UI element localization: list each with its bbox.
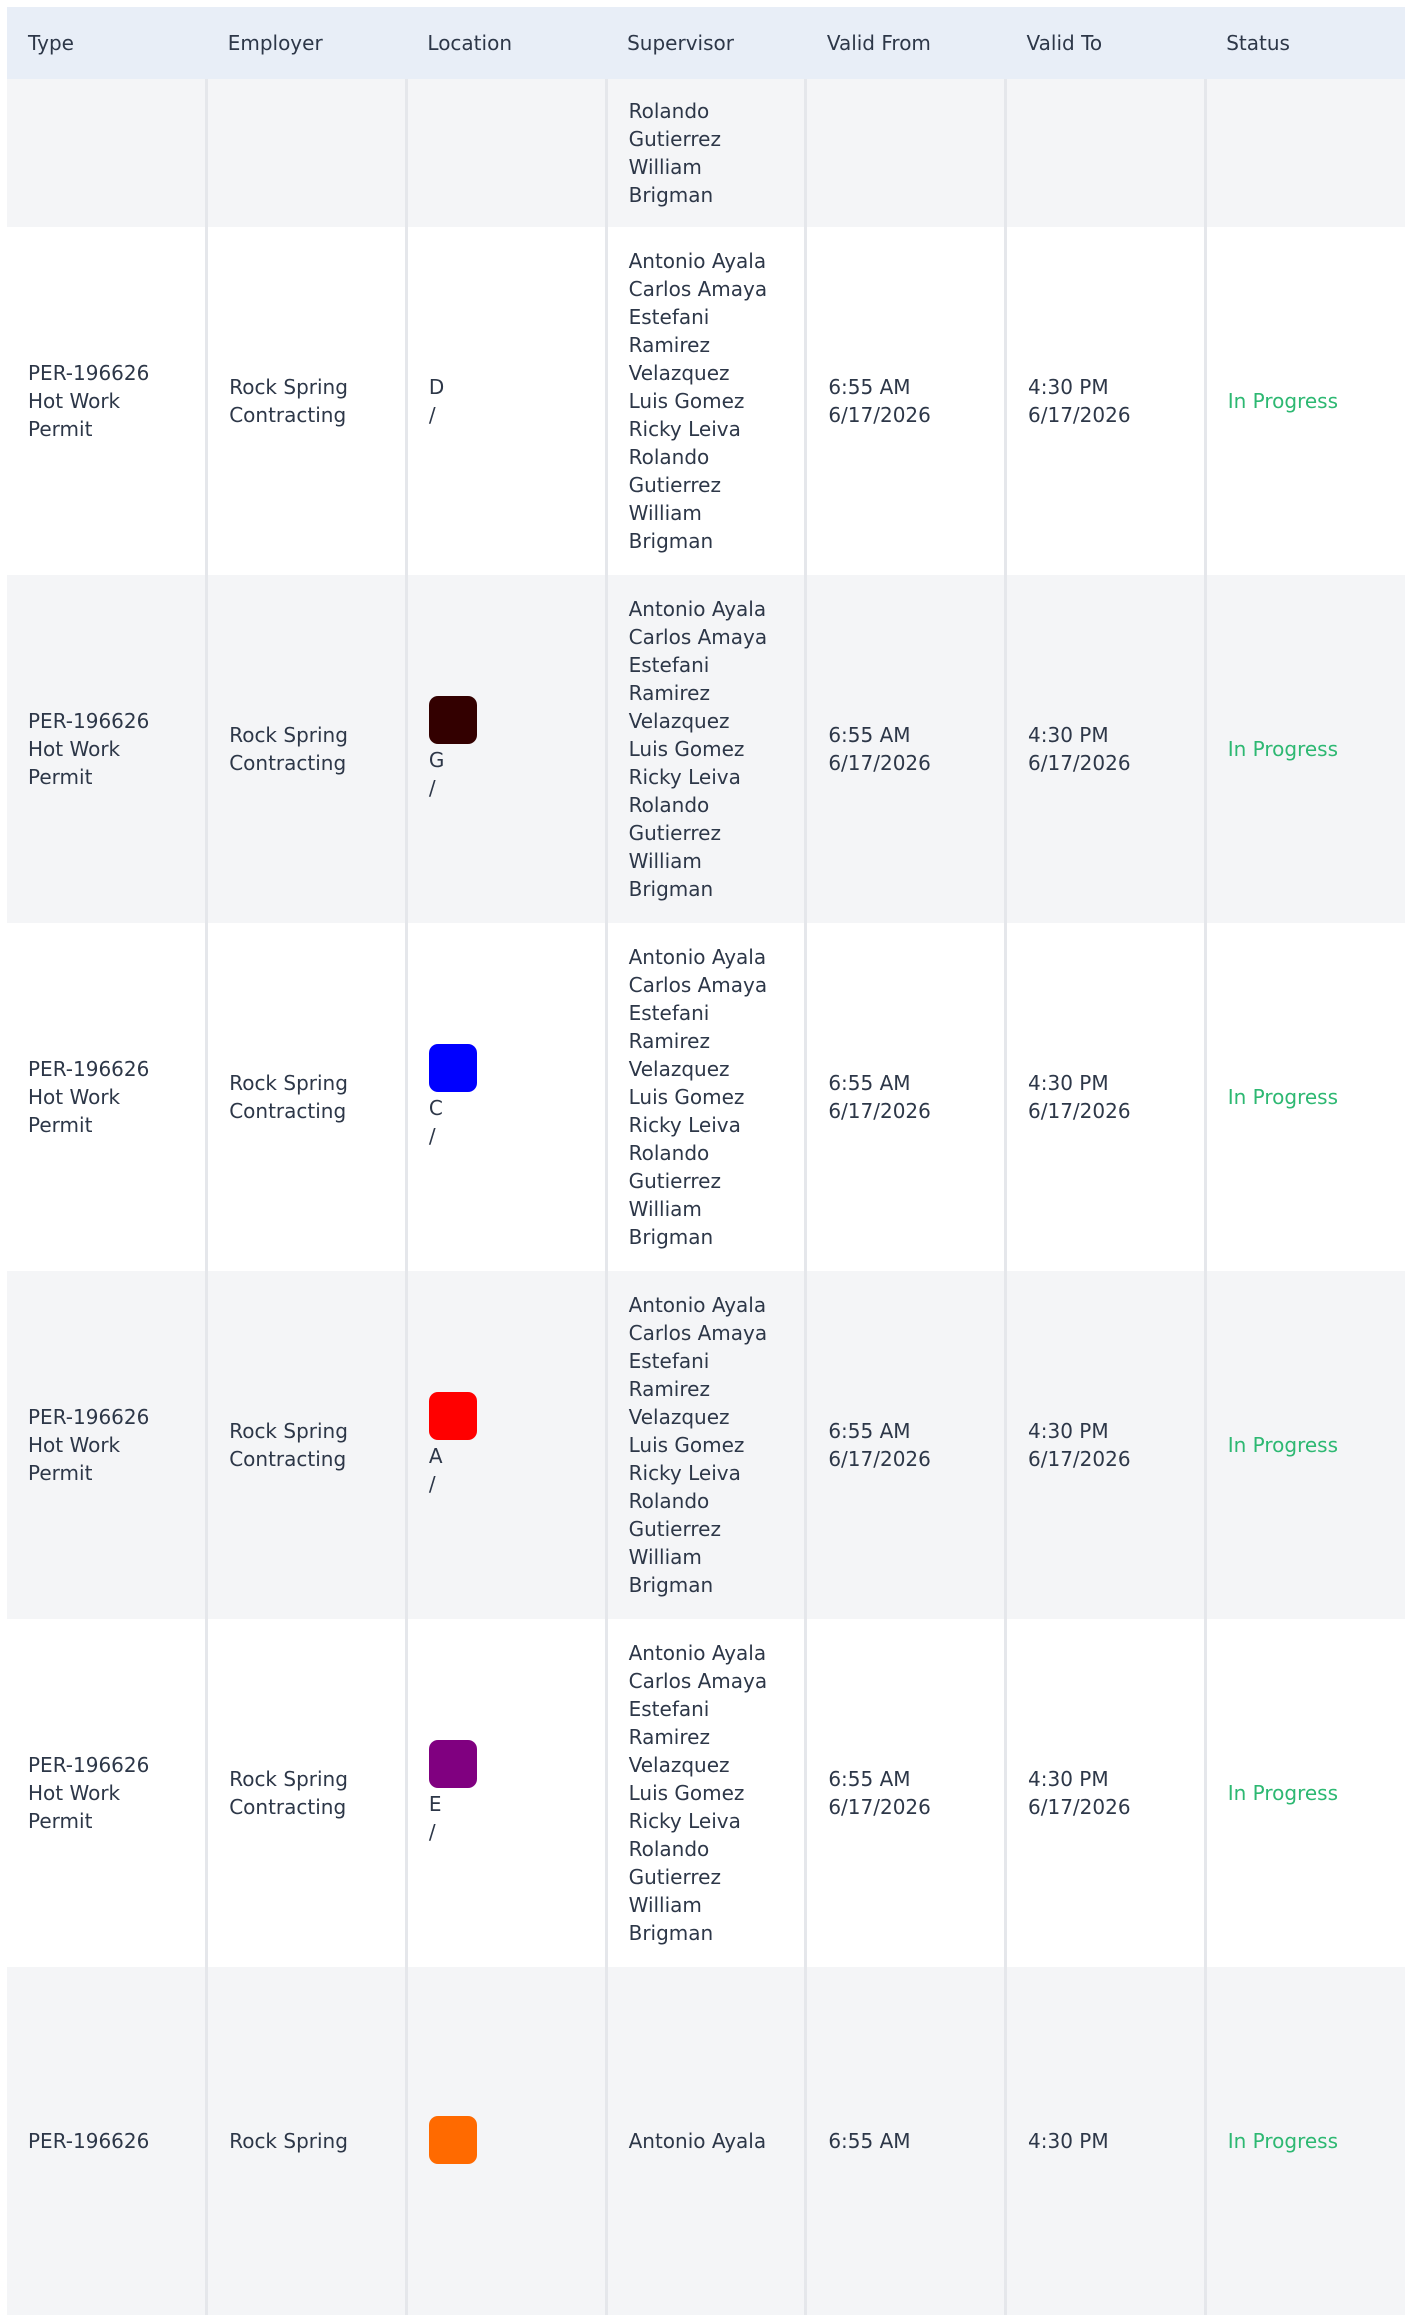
- supervisor-line: Velazquez: [628, 709, 730, 733]
- supervisor-line: Luis Gomez: [628, 1781, 745, 1805]
- supervisor-cell: [606, 227, 806, 575]
- location-color-swatch: [429, 2116, 477, 2164]
- employer-line: Contracting: [229, 403, 347, 427]
- supervisor-line: Estefani: [628, 1349, 710, 1373]
- supervisor-line: Carlos Amaya: [628, 973, 768, 997]
- supervisor-line: Antonio Ayala: [628, 249, 767, 273]
- permit-type-line: Permit: [28, 765, 93, 789]
- status-text: In Progress: [1227, 389, 1339, 413]
- supervisor-line: Ricky Leiva: [628, 1809, 741, 1833]
- supervisor-line: Rolando: [628, 1837, 710, 1861]
- employer-line: Rock Spring: [229, 375, 348, 399]
- valid-to-line: 4:30 PM: [1028, 375, 1109, 399]
- column-header-status[interactable]: Status: [1205, 7, 1405, 79]
- valid-to-line: 4:30 PM: [1028, 2129, 1109, 2153]
- location-separator: /: [428, 403, 436, 427]
- supervisor-line: Velazquez: [628, 1405, 730, 1429]
- supervisor-line: Velazquez: [628, 361, 730, 385]
- type-cell: [7, 1967, 207, 2315]
- employer-line: Rock Spring: [229, 1419, 348, 1443]
- column-header-employer[interactable]: Employer: [207, 7, 407, 79]
- employer-cell: [207, 1619, 407, 1967]
- permit-type-line: Hot Work: [28, 737, 121, 761]
- supervisor-line: Estefani: [628, 1697, 710, 1721]
- supervisor-line: Luis Gomez: [628, 389, 745, 413]
- employer-line: Contracting: [229, 1447, 347, 1471]
- table-header: [7, 7, 1405, 79]
- status-cell: [1205, 1619, 1405, 1967]
- supervisor-line: Carlos Amaya: [628, 277, 768, 301]
- valid-from-line: 6:55 AM: [828, 1071, 911, 1095]
- supervisor-line: Gutierrez: [628, 821, 721, 845]
- supervisor-line: Ricky Leiva: [628, 1461, 741, 1485]
- supervisor-line: Ramirez: [628, 681, 710, 705]
- location-separator: /: [428, 1124, 436, 1148]
- permit-type-line: Hot Work: [28, 1433, 121, 1457]
- supervisor-line: William: [628, 1197, 702, 1221]
- column-header-type[interactable]: Type: [7, 7, 207, 79]
- supervisor-line: Brigman: [628, 877, 714, 901]
- supervisor-line: Carlos Amaya: [628, 625, 768, 649]
- supervisor-line: Estefani: [628, 653, 710, 677]
- location-color-swatch: [429, 696, 477, 744]
- location-cell: [406, 1271, 606, 1619]
- employer-line: Rock Spring: [229, 1767, 348, 1791]
- type-cell: [7, 923, 207, 1271]
- valid-from-cell: [806, 1271, 1006, 1619]
- permit-type-line: PER-196626: [28, 361, 150, 385]
- table-row[interactable]: [7, 923, 1405, 1271]
- employer-cell: [207, 1271, 407, 1619]
- permit-type-line: PER-196626: [28, 1057, 150, 1081]
- valid-to-cell: [1006, 79, 1206, 227]
- location-cell: [406, 1967, 606, 2315]
- supervisor-line: William: [628, 1893, 702, 1917]
- valid-to-line: 4:30 PM: [1028, 1419, 1109, 1443]
- valid-from-line: 6:55 AM: [828, 375, 911, 399]
- location-color-swatch: [429, 1740, 477, 1788]
- supervisor-line: Gutierrez: [628, 473, 721, 497]
- supervisor-line: Rolando: [628, 1489, 710, 1513]
- valid-from-cell: [806, 1967, 1006, 2315]
- column-header-supervisor[interactable]: Supervisor: [606, 7, 806, 79]
- supervisor-line: Antonio Ayala: [628, 945, 767, 969]
- supervisor-line: Brigman: [628, 1225, 714, 1249]
- column-header-valid-to[interactable]: Valid To: [1006, 7, 1206, 79]
- permit-type-line: Hot Work: [28, 389, 121, 413]
- supervisor-line: Brigman: [628, 183, 714, 207]
- valid-from-line: 6/17/2026: [828, 1795, 931, 1819]
- supervisor-line: Carlos Amaya: [628, 1321, 768, 1345]
- valid-from-line: 6/17/2026: [828, 1099, 931, 1123]
- supervisor-line: Rolando: [628, 445, 710, 469]
- valid-to-cell: [1006, 923, 1206, 1271]
- valid-from-line: 6:55 AM: [828, 1767, 911, 1791]
- status-text: In Progress: [1227, 1085, 1339, 1109]
- valid-from-line: 6:55 AM: [828, 2129, 911, 2153]
- status-text: In Progress: [1227, 1781, 1339, 1805]
- employer-cell: [207, 1967, 407, 2315]
- header-row: [7, 7, 1405, 79]
- employer-cell: [207, 227, 407, 575]
- status-cell: [1205, 923, 1405, 1271]
- valid-from-line: 6:55 AM: [828, 723, 911, 747]
- supervisor-line: Luis Gomez: [628, 1085, 745, 1109]
- supervisor-line: Brigman: [628, 1573, 714, 1597]
- location-separator: /: [428, 776, 436, 800]
- supervisor-line: Gutierrez: [628, 1865, 721, 1889]
- employer-line: Rock Spring: [229, 723, 348, 747]
- location-code: G: [428, 748, 445, 772]
- valid-to-cell: [1006, 1619, 1206, 1967]
- supervisor-line: William: [628, 849, 702, 873]
- permit-type-line: Permit: [28, 1461, 93, 1485]
- supervisor-line: Velazquez: [628, 1057, 730, 1081]
- supervisor-line: Ricky Leiva: [628, 765, 741, 789]
- permit-type-line: PER-196626: [28, 709, 150, 733]
- location-cell: [406, 575, 606, 923]
- valid-to-line: 6/17/2026: [1028, 751, 1131, 775]
- location-code: D: [428, 375, 445, 399]
- supervisor-line: Ramirez: [628, 1725, 710, 1749]
- type-cell: [7, 227, 207, 575]
- permit-type-line: PER-196626: [28, 2129, 150, 2153]
- table-row[interactable]: [7, 227, 1405, 575]
- status-text: In Progress: [1227, 737, 1339, 761]
- valid-from-line: 6/17/2026: [828, 1447, 931, 1471]
- permits-table-container: [7, 7, 1405, 2153]
- column-header-location[interactable]: Location: [406, 7, 606, 79]
- status-text: In Progress: [1227, 1433, 1339, 1457]
- supervisor-line: Ramirez: [628, 1377, 710, 1401]
- valid-to-line: 6/17/2026: [1028, 1447, 1131, 1471]
- location-code: C: [428, 1096, 443, 1120]
- supervisor-line: William: [628, 155, 702, 179]
- supervisor-line: Carlos Amaya: [628, 1669, 768, 1693]
- table-row-partial[interactable]: [7, 79, 1405, 227]
- supervisor-line: Ramirez: [628, 333, 710, 357]
- supervisor-line: William: [628, 1545, 702, 1569]
- permit-type-line: PER-196626: [28, 1753, 150, 1777]
- valid-from-cell: [806, 575, 1006, 923]
- valid-from-line: 6:55 AM: [828, 1419, 911, 1443]
- valid-to-line: 4:30 PM: [1028, 1071, 1109, 1095]
- supervisor-line: Luis Gomez: [628, 737, 745, 761]
- table-row[interactable]: [7, 1619, 1405, 1967]
- supervisor-line: Ricky Leiva: [628, 417, 741, 441]
- table-body: [7, 79, 1405, 2315]
- location-separator: /: [428, 1472, 436, 1496]
- table-row[interactable]: [7, 575, 1405, 923]
- permit-type-line: PER-196626: [28, 1405, 150, 1429]
- location-cell: [406, 227, 606, 575]
- status-cell: [1205, 79, 1405, 227]
- location-cell: [406, 1619, 606, 1967]
- supervisor-line: Antonio Ayala: [628, 1641, 767, 1665]
- valid-to-cell: [1006, 1271, 1206, 1619]
- supervisor-line: Gutierrez: [628, 1169, 721, 1193]
- supervisor-cell: [606, 923, 806, 1271]
- type-cell: [7, 575, 207, 923]
- valid-from-cell: [806, 923, 1006, 1271]
- supervisor-cell: [606, 1967, 806, 2315]
- valid-to-cell: [1006, 575, 1206, 923]
- valid-from-cell: [806, 79, 1006, 227]
- supervisor-line: Antonio Ayala: [628, 1293, 767, 1317]
- supervisor-line: Ramirez: [628, 1029, 710, 1053]
- valid-to-line: 4:30 PM: [1028, 723, 1109, 747]
- supervisor-cell: [606, 1271, 806, 1619]
- supervisor-line: William: [628, 501, 702, 525]
- employer-line: Rock Spring: [229, 1071, 348, 1095]
- column-header-valid-from[interactable]: Valid From: [806, 7, 1006, 79]
- permit-type-line: Hot Work: [28, 1781, 121, 1805]
- location-code: A: [428, 1444, 443, 1468]
- valid-from-cell: [806, 1619, 1006, 1967]
- supervisor-line: Gutierrez: [628, 1517, 721, 1541]
- permit-type-line: Hot Work: [28, 1085, 121, 1109]
- valid-to-line: 6/17/2026: [1028, 403, 1131, 427]
- location-cell: [406, 79, 606, 227]
- status-cell: [1205, 575, 1405, 923]
- status-cell: [1205, 1271, 1405, 1619]
- supervisor-cell: [606, 79, 806, 227]
- employer-line: Contracting: [229, 1099, 347, 1123]
- supervisor-line: Rolando: [628, 1141, 710, 1165]
- supervisor-line: Ricky Leiva: [628, 1113, 741, 1137]
- supervisor-line: Velazquez: [628, 1753, 730, 1777]
- valid-to-cell: [1006, 1967, 1206, 2315]
- location-color-swatch: [429, 1044, 477, 1092]
- permits-table: [7, 7, 1405, 2315]
- employer-line: Contracting: [229, 751, 347, 775]
- table-row[interactable]: [7, 1967, 1405, 2315]
- location-color-swatch: [429, 1392, 477, 1440]
- supervisor-line: Antonio Ayala: [628, 597, 767, 621]
- employer-cell: [207, 79, 407, 227]
- type-cell: [7, 1619, 207, 1967]
- permit-type-line: Permit: [28, 1113, 93, 1137]
- supervisor-line: Rolando: [628, 99, 710, 123]
- employer-cell: [207, 575, 407, 923]
- supervisor-cell: [606, 575, 806, 923]
- supervisor-line: Antonio Ayala: [628, 2129, 767, 2153]
- supervisor-line: Gutierrez: [628, 127, 721, 151]
- supervisor-line: Rolando: [628, 793, 710, 817]
- supervisor-cell: [606, 1619, 806, 1967]
- employer-line: Contracting: [229, 1795, 347, 1819]
- valid-from-line: 6/17/2026: [828, 403, 931, 427]
- location-separator: /: [428, 1820, 436, 1844]
- employer-cell: [207, 923, 407, 1271]
- permit-type-line: Permit: [28, 1809, 93, 1833]
- permit-type-line: Permit: [28, 417, 93, 441]
- supervisor-line: Estefani: [628, 1001, 710, 1025]
- location-code: E: [428, 1792, 442, 1816]
- valid-from-line: 6/17/2026: [828, 751, 931, 775]
- status-cell: [1205, 227, 1405, 575]
- status-cell: [1205, 1967, 1405, 2315]
- supervisor-line: Estefani: [628, 305, 710, 329]
- status-text: In Progress: [1227, 2129, 1339, 2153]
- valid-to-line: 6/17/2026: [1028, 1099, 1131, 1123]
- table-row[interactable]: [7, 1271, 1405, 1619]
- supervisor-line: Luis Gomez: [628, 1433, 745, 1457]
- supervisor-line: Brigman: [628, 529, 714, 553]
- type-cell: [7, 79, 207, 227]
- location-cell: [406, 923, 606, 1271]
- valid-from-cell: [806, 227, 1006, 575]
- supervisor-line: Brigman: [628, 1921, 714, 1945]
- valid-to-line: 6/17/2026: [1028, 1795, 1131, 1819]
- valid-to-line: 4:30 PM: [1028, 1767, 1109, 1791]
- type-cell: [7, 1271, 207, 1619]
- employer-line: Rock Spring: [229, 2129, 348, 2153]
- valid-to-cell: [1006, 227, 1206, 575]
